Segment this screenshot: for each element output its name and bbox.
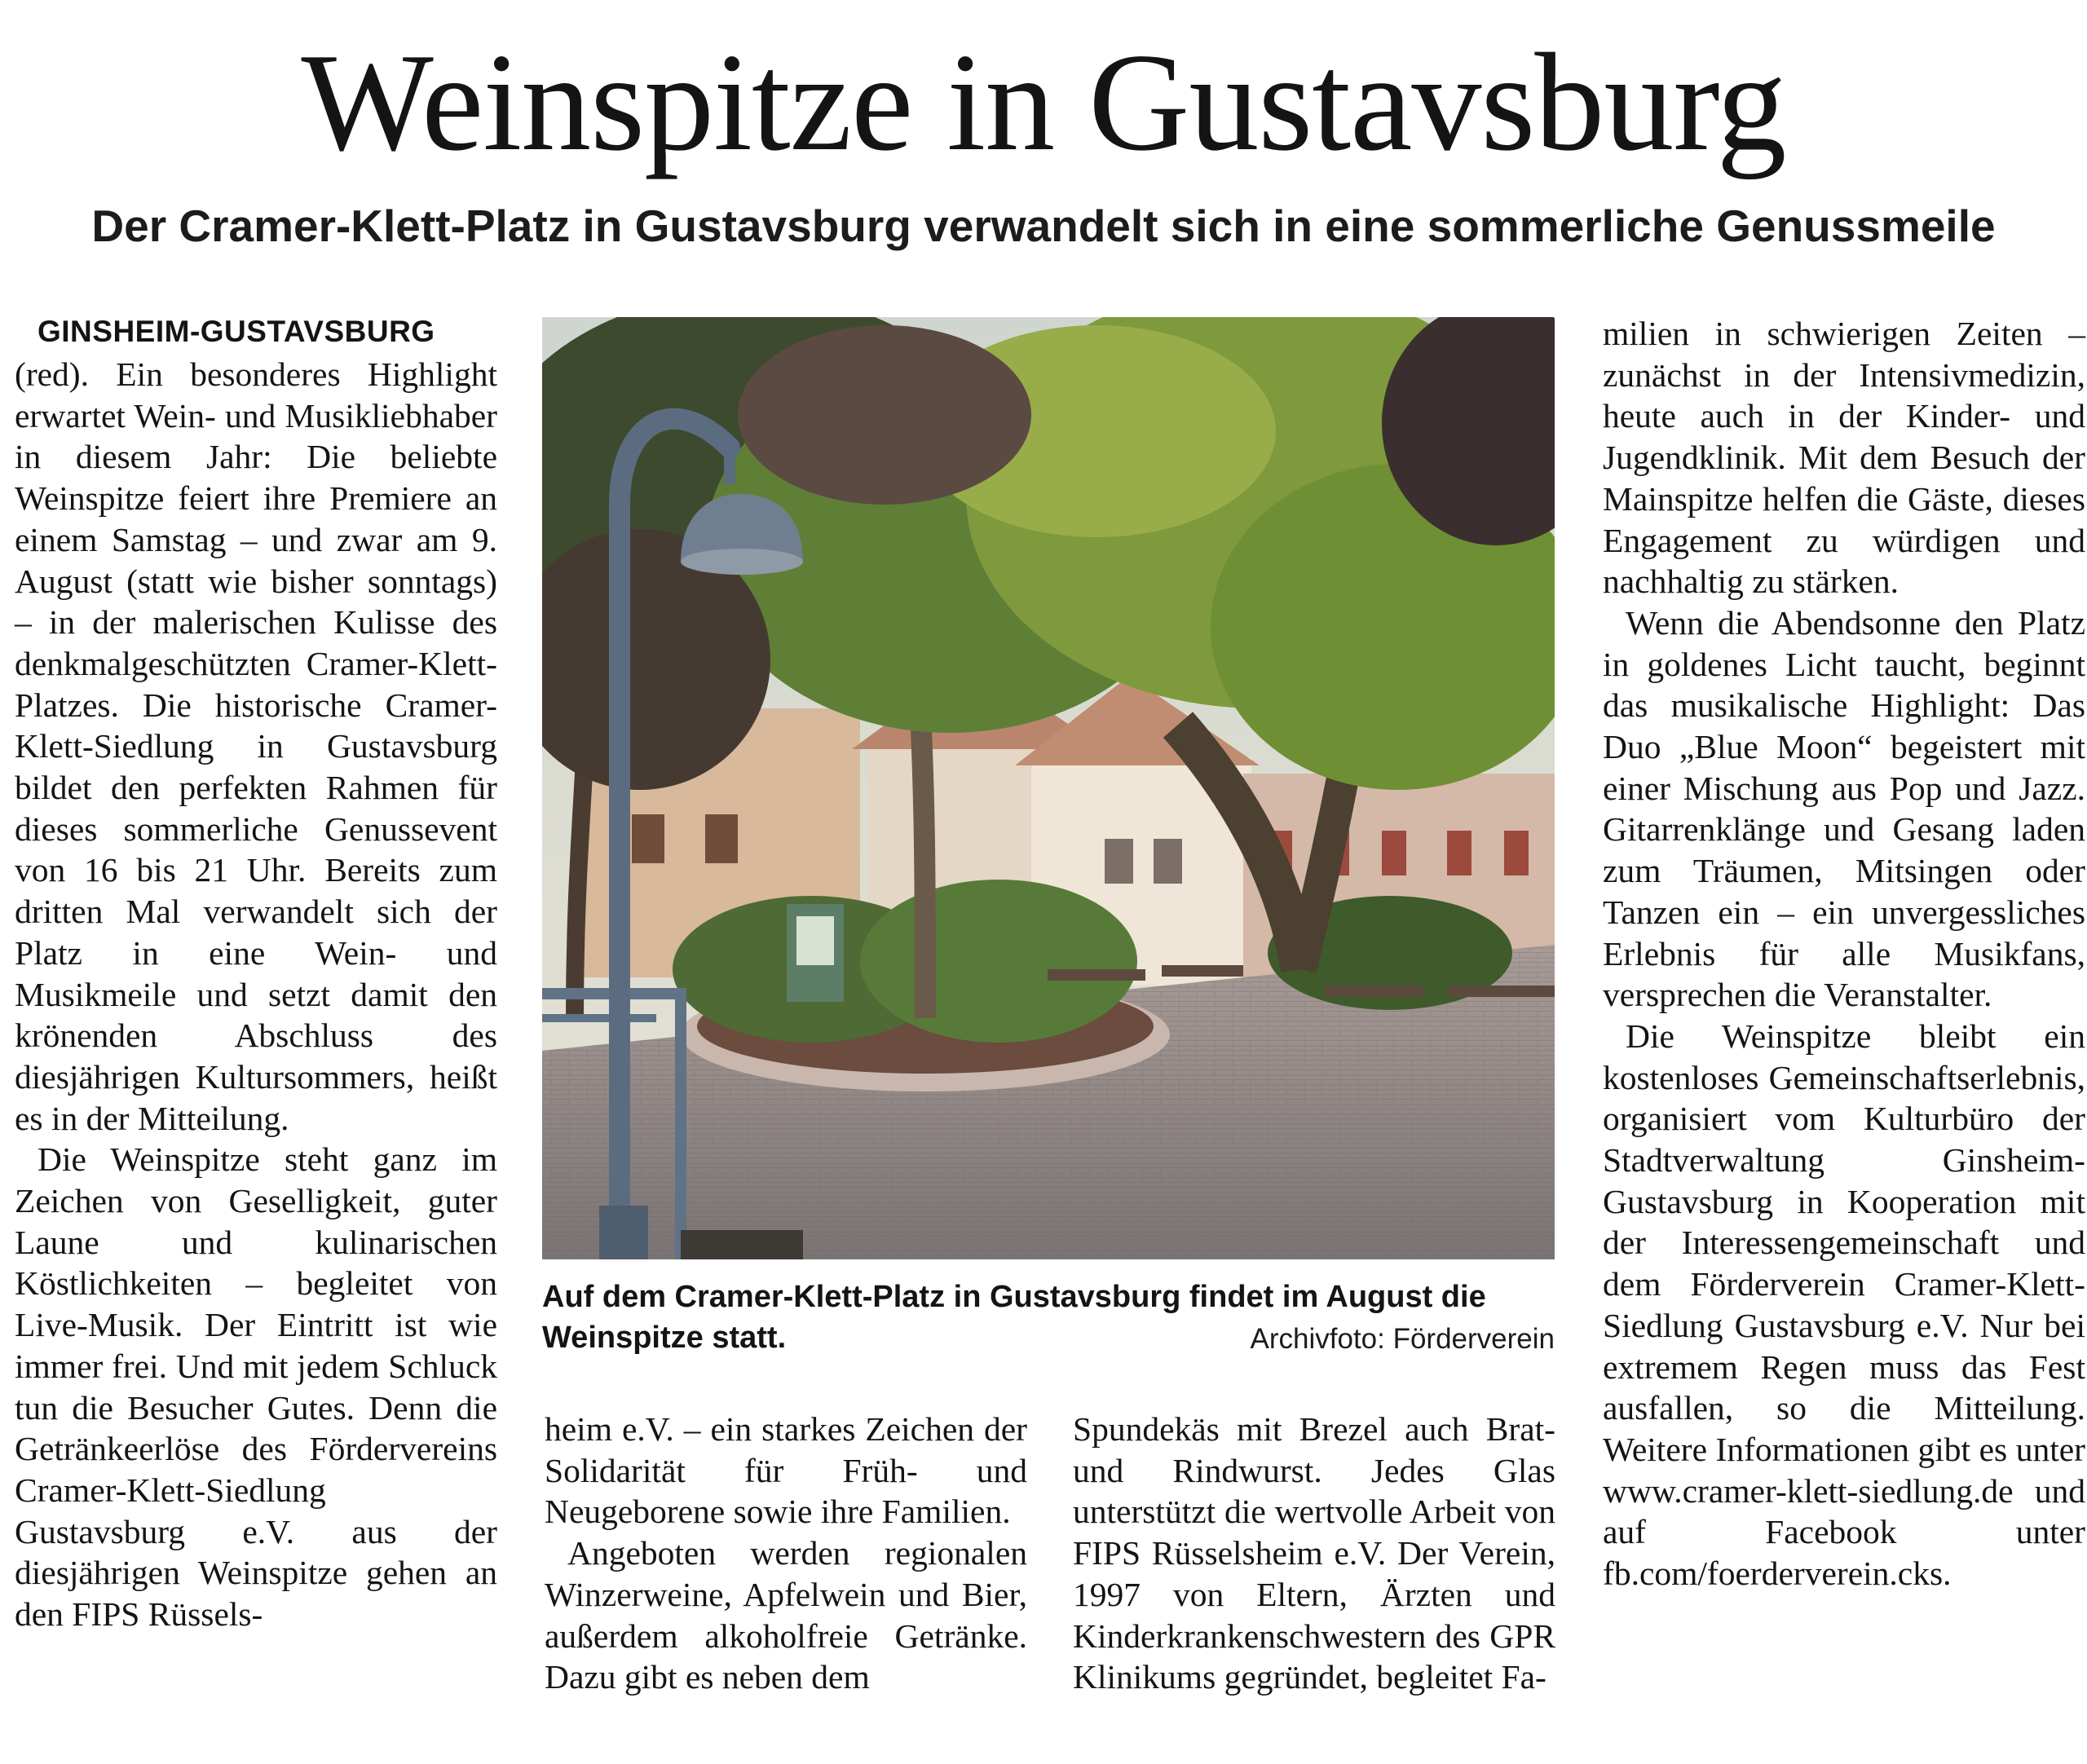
paragraph: Wenn die Abendsonne den Platz in goldenes Licht taucht, beginnt das musikalische Highlight: Das Duo „Blue Moon“ begeistert mit einer Mischung aus Pop und Jazz. Gitarrenklänge und Gesang laden zum Träumen, Mitsingen oder Tanzen ein – ein unvergessliches Erlebnis für alle Musikfans, versprechen die Veranstalter. [1603,603,2085,1014]
caption-line: Weinspitze statt. [542,1321,787,1355]
headline: Weinspitze in Gustavsburg [301,25,1786,180]
subheadline: Der Cramer-Klett-Platz in Gustavsburg verwandelt sich in eine sommerliche Genussmeile [91,201,1996,251]
article-column-3 [1073,1409,1555,1698]
paragraph: (red). Ein besonderes Highlight erwartet Wein- und Musikliebhaber in diesem Jahr: Die beliebte Weinspitze feiert ihre Premiere an einem Samstag – und zwar am 9. August (statt wie bisher sonntags) – in der malerischen Kulisse des denkmalgeschützten Cramer-Klett-Platzes. Die historische Cramer-Klett-Siedlung in Gustavsburg bildet den perfekten Rahmen für dieses sommerliche Genussevent von 16 bis 21 Uhr. Bereits zum dritten Mal verwandelt sich der Platz in eine Wein- und Musikmeile und setzt damit den krönenden Abschluss des diesjährigen Kultursommers, heißt es in der Mitteilung. [15,355,497,1137]
article-column-2 [545,1409,1027,1698]
paragraph: heim e.V. – ein starkes Zeichen der Solidarität für Früh- und Neugeborene sowie ihre Familien. [545,1410,1027,1531]
article-column-4 [1603,313,2085,1594]
paragraph: Die Weinspitze bleibt ein kostenloses Gemeinschaftserlebnis, organisiert vom Kulturbüro der Stadtverwaltung Ginsheim-Gustavsburg in Kooperation mit der Interessengemeinschaft und dem Förderverein Cramer-Klett-Siedlung Gustavsburg e.V. Nur bei extremem Regen muss das Fest ausfallen, so die Mitteilung. Weitere Informationen gibt es unter www.cramer-klett-siedlung.de und auf Facebook unter fb.com/foerderverein.cks. [1603,1017,2085,1593]
article-photo [542,317,1555,1259]
paragraph: Spundekäs mit Brezel auch Brat- und Rindwurst. Jedes Glas unterstützt die wertvolle Arbeit von FIPS Rüsselsheim e.V. Der Verein, 1997 von Eltern, Ärzten und Kinderkrankenschwestern des GPR Klinikums gegründet, begleitet Fa- [1073,1410,1555,1696]
article-column-1 [15,354,497,1635]
caption-line: Auf dem Cramer-Klett-Platz in Gustavsburg findet im August die [542,1280,1486,1314]
paragraph: milien in schwierigen Zeiten – zunächst in der Intensivmedizin, heute auch in der Kinder- und Jugendklinik. Mit dem Besuch der Mainspitze helfen die Gäste, dieses Engagement zu würdigen und nachhaltig zu stärken. [1603,315,2085,601]
photo-credit: Archivfoto: Förderverein [1250,1323,1555,1355]
dateline: GINSHEIM-GUSTAVSBURG [38,315,435,348]
paragraph: Angeboten werden regionalen Winzerweine, Apfelwein und Bier, außerdem alkoholfreie Getränke. Dazu gibt es neben dem [545,1534,1027,1696]
paragraph: Die Weinspitze steht ganz im Zeichen von Geselligkeit, guter Laune und kulinarischen Köstlichkeiten – begleitet von Live-Musik. Der Eintritt ist wie immer frei. Und mit jedem Schluck tun die Besucher Gutes. Denn die Getränkeerlöse des Fördervereins Cramer-Klett-Siedlung Gustavsburg e.V. aus der diesjährigen Weinspitze gehen an den FIPS Rüssels- [15,1140,497,1634]
